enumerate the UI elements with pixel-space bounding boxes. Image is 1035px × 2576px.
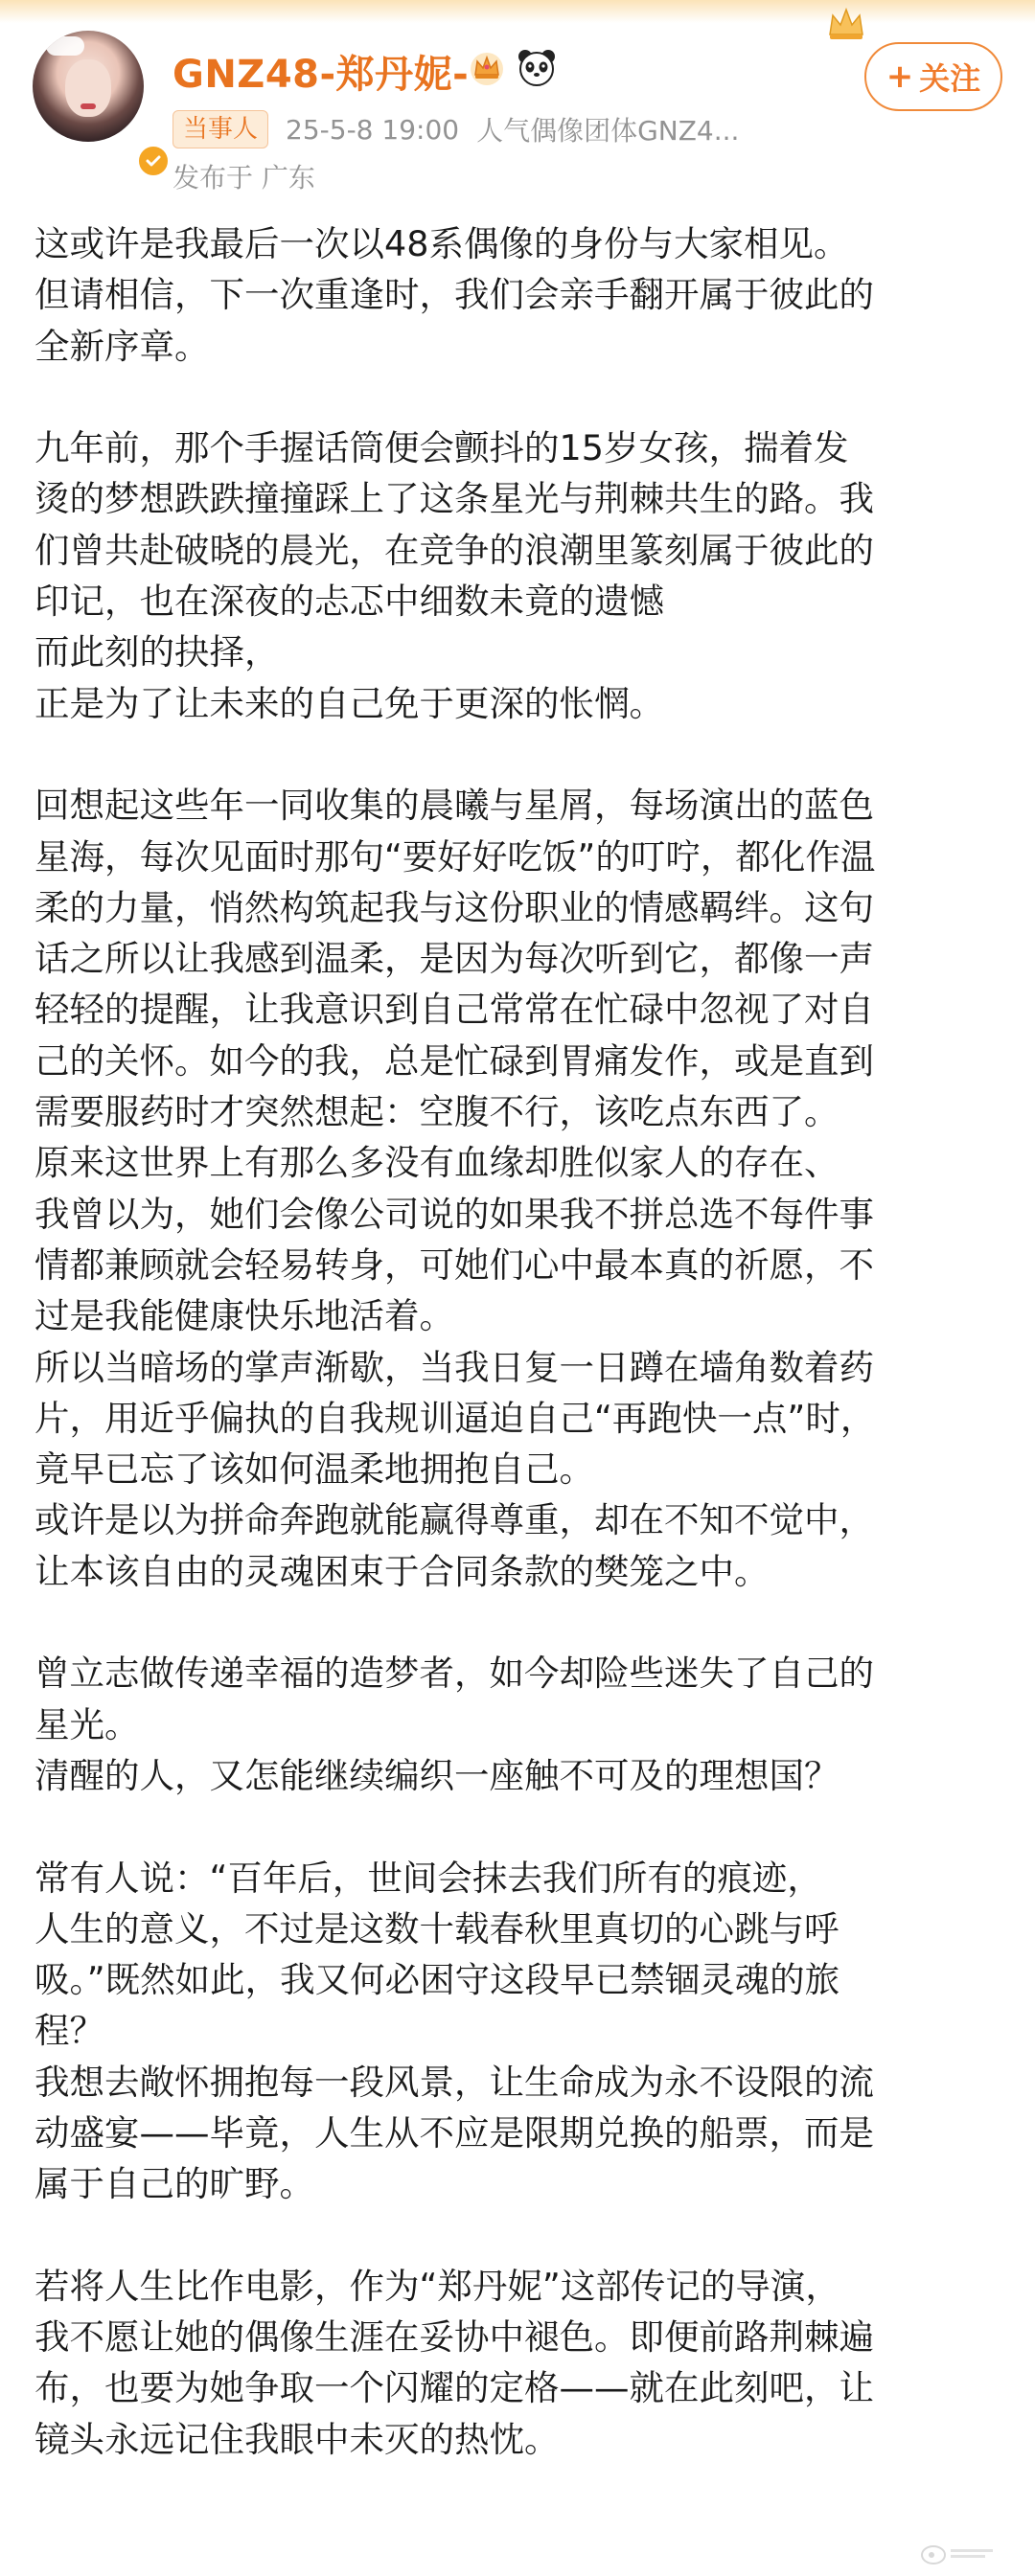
panda-icon (516, 46, 558, 88)
post-text-line: 过是我能健康快乐地活着。 (34, 1295, 454, 1337)
post-text-line: 话之所以让我感到温柔，是因为每次听到它，都像一声 (34, 938, 874, 980)
post-text-line: 人生的意义，不过是这数十载春秋里真切的心跳与呼 (34, 1907, 840, 1949)
post-location: 发布于 广东 (172, 162, 315, 194)
paragraph-spacer (34, 1801, 1002, 1852)
paragraph-spacer (34, 2210, 1002, 2261)
crown-sparkle-icon (826, 6, 866, 42)
post-text-line: 片，用近乎偏执的自我规训逼迫自己“再跑快一点”时， (34, 1397, 876, 1439)
post-text-line: 程？ (34, 2010, 104, 2052)
verified-badge-icon (136, 144, 171, 178)
paragraph-spacer (34, 372, 1002, 422)
post-text-line: 属于自己的旷野。 (34, 2163, 314, 2205)
post-text-line: 轻轻的提醒，让我意识到自己常常在忙碌中忽视了对自 (34, 989, 874, 1031)
username[interactable]: GNZ48-郑丹妮- (172, 53, 470, 97)
avatar-bow (46, 36, 84, 56)
follow-button[interactable] (864, 42, 1002, 111)
avatar[interactable] (33, 31, 144, 142)
post-text-line: 需要服药时才突然想起：空腹不行，该吃点东西了。 (34, 1091, 840, 1133)
post-text-line: 正是为了让未来的自己免于更深的怅惘。 (34, 682, 664, 724)
post-text-line: 九年前，那个手握话筒便会颤抖的15岁女孩，揣着发 (34, 427, 849, 469)
post-text-line: 回想起这些年一同收集的晨曦与星屑，每场演出的蓝色 (34, 785, 874, 827)
post-text-line: 全新序章。 (34, 325, 210, 367)
post-text-line: 星光。 (34, 1703, 140, 1745)
post-text-line: 镜头永远记住我眼中未灭的热忱。 (34, 2418, 560, 2460)
post-text-line: 我不愿让她的偶像生涯在妥协中褪色。即便前路荆棘遍 (34, 2316, 874, 2359)
post-text-line: 星海，每次见面时那句“要好好吃饭”的叮咛，都化作温 (34, 835, 876, 878)
paragraph-spacer (34, 1597, 1002, 1648)
post-text-line: 曾立志做传递幸福的造梦者，如今却险些迷失了自己的 (34, 1653, 874, 1695)
plus-icon: + (886, 57, 914, 96)
post-text-line: 己的关怀。如今的我，总是忙碌到胃痛发作，或是直到 (34, 1039, 874, 1082)
post-text-line: 而此刻的抉择， (34, 631, 280, 673)
post-text-line: 们曾共赴破晓的晨光，在竞争的浪潮里篆刻属于彼此的 (34, 529, 874, 571)
post-text-line: 清醒的人，又怎能继续编织一座触不可及的理想国？ (34, 1754, 840, 1796)
post-text-line: 原来这世界上有那么多没有血缘却胜似家人的存在、 (34, 1142, 840, 1184)
post-text-line: 这或许是我最后一次以48系偶像的身份与大家相见。 (34, 223, 849, 264)
weibo-watermark-icon (920, 2541, 997, 2565)
follow-label: 关注 (919, 60, 981, 97)
post-text-line: 印记，也在深夜的忐忑中细数未竟的遗憾 (34, 581, 664, 623)
post-text-line: 布，也要为她争取一个闪耀的定格——就在此刻吧，让 (34, 2367, 874, 2409)
post-text-line: 烫的梦想跌跌撞撞踩上了这条星光与荆棘共生的路。我 (34, 478, 874, 520)
post-meta-row (172, 109, 756, 149)
post-text-line: 吸。”既然如此，我又何必困守这段早已禁锢灵魂的旅 (34, 1959, 840, 2001)
crown-badge-icon (466, 46, 508, 88)
post-text-line: 或许是以为拼命奔跑就能赢得尊重，却在不知不觉中， (34, 1499, 874, 1541)
paragraph-spacer (34, 729, 1002, 780)
post-text-line: 我曾以为，她们会像公司说的如果我不拼总选不每件事 (34, 1193, 874, 1235)
post-text-line: 让本该自由的灵魂困束于合同条款的樊笼之中。 (34, 1550, 770, 1592)
post-text-line: 若将人生比作电影，作为“郑丹妮”这部传记的导演， (34, 2265, 840, 2307)
post-text-line: 情都兼顾就会轻易转身，可她们心中最本真的祈愿，不 (34, 1243, 874, 1286)
role-badge: 当事人 (172, 110, 268, 148)
post-text-line: 但请相信，下一次重逢时，我们会亲手翻开属于彼此的 (34, 274, 874, 316)
avatar-container[interactable] (33, 31, 144, 142)
post-body (34, 218, 1002, 2465)
post-timestamp: 25-5-8 19:00 (286, 113, 460, 146)
post-text-line: 柔的力量，悄然构筑起我与这份职业的情感羁绊。这句 (34, 886, 874, 928)
post-text-line: 竟早已忘了该如何温柔地拥抱自己。 (34, 1448, 594, 1491)
avatar-mouth (80, 103, 96, 109)
post-header (0, 0, 1035, 201)
post-text-line: 所以当暗场的掌声渐歇，当我日复一日蹲在墙角数着药 (34, 1346, 874, 1388)
post-text-line: 常有人说：“百年后，世间会抹去我们所有的痕迹， (34, 1857, 822, 1899)
post-text-line: 我想去敞怀拥抱每一段风景，让生命成为永不设限的流 (34, 2061, 874, 2103)
post-text-line: 动盛宴——毕竟，人生从不应是限期兑换的船票，而是 (34, 2111, 874, 2154)
post-source[interactable]: 人气偶像团体GNZ4... (476, 115, 740, 147)
